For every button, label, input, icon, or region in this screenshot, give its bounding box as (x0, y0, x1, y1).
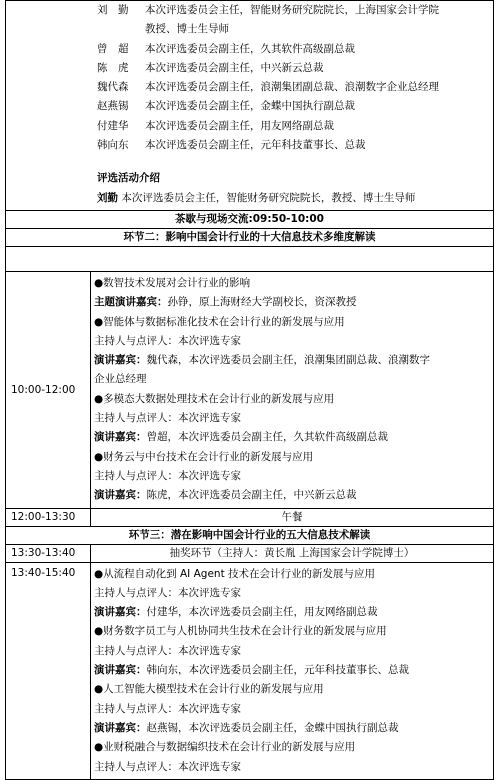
speaker-text: 孙铮，原上海财经大学副校长，资深教授 (167, 296, 357, 309)
committee-member (97, 78, 490, 97)
topic-line: ●从流程自动化到 AI Agent 技术在会计行业的新发展与应用 (94, 567, 376, 580)
committee-member (97, 40, 490, 59)
topic-line: ●业财税融合与数据编织技术在会计行业的新发展与应用 (94, 741, 356, 754)
agenda-table (5, 0, 494, 780)
spacer-row (6, 246, 494, 271)
section3-title: 环节三：潜在影响中国会计行业的五大信息技术解读 (6, 526, 494, 544)
topic-line: ●数智技术发展对会计行业的影响 (94, 276, 251, 289)
lunch-time: 12:00-13:30 (6, 508, 91, 526)
host-line: 主持人与点评人：本次评选专家 (94, 644, 241, 657)
tea-break: 茶歇与现场交流:09:50-10:00 (6, 210, 494, 228)
speaker-text: 付建华，本次评选委员会副主任，用友网络副总裁 (146, 606, 378, 619)
topic-line: ●多模态大数据处理技术在会计行业的新发展与应用 (94, 392, 335, 405)
intro-name: 刘勤 (97, 191, 118, 204)
committee-list (97, 1, 490, 155)
member-desc: 本次评选委员会主任，智能财务研究院院长，上海国家会计学院 (145, 4, 439, 16)
member-name: 韩向东 (97, 139, 129, 152)
committee-member (97, 20, 490, 39)
topic-line: ●人工智能大模型技术在会计行业的新发展与应用 (94, 683, 324, 696)
host-line: 主持人与点评人：本次评选专家 (94, 334, 241, 347)
session2-row (6, 562, 494, 779)
session1-lines (94, 274, 490, 506)
speaker-text: 陈虎，本次评选委员会副主任，中兴新云总裁 (146, 489, 357, 502)
speaker-line (94, 603, 490, 622)
host-line: 主持人与点评人：本次评选专家 (94, 586, 241, 599)
lunch-label: 午餐 (91, 508, 494, 526)
member-desc: 教授、博士生导师 (145, 23, 229, 36)
lottery-time: 13:30-13:40 (6, 544, 91, 562)
host-line: 主持人与点评人：本次评选专家 (94, 469, 241, 482)
session1-time: 10:00-12:00 (6, 271, 91, 508)
committee-cell (6, 1, 494, 211)
host-line: 主持人与点评人：本次评选专家 (94, 760, 241, 773)
speaker-label: 演讲嘉宾： (94, 354, 147, 367)
section2-title: 环节二：影响中国会计行业的十大信息技术多维度解读 (6, 228, 494, 246)
speaker-label: 演讲嘉宾： (94, 721, 147, 734)
speaker-line (94, 293, 490, 312)
intro-desc: 本次评选委员会主任，智能财务研究院院长，教授、博士生导师 (121, 191, 416, 204)
member-desc: 本次评选委员会副主任，元年科技董事长、总裁 (145, 139, 366, 152)
speaker-text: 赵燕锡，本次评选委员会副主任，金蝶中国执行副总裁 (146, 721, 399, 734)
host-line: 主持人与点评人：本次评选专家 (94, 412, 241, 425)
intro-title: 评选活动介绍 (97, 172, 160, 185)
speaker-line (94, 351, 490, 370)
member-desc: 本次评选委员会副主任，浪潮集团副总裁、浪潮数字企业总经理 (145, 81, 439, 94)
speaker-label: 主题演讲嘉宾： (94, 296, 168, 309)
member-desc: 本次评选委员会副主任，中兴新云总裁 (145, 61, 324, 74)
speaker-line (94, 719, 490, 738)
member-name: 刘 勤 (97, 4, 129, 16)
speaker-label: 演讲嘉宾： (94, 489, 147, 502)
session2-content (91, 562, 494, 779)
member-desc: 本次评选委员会副主任，用友网络副总裁 (145, 119, 334, 132)
tea-break-row (6, 210, 494, 228)
member-name: 付建华 (97, 119, 129, 132)
member-desc: 本次评选委员会副主任，金蝶中国执行副总裁 (145, 100, 355, 113)
session2-time: 13:40-15:40 (6, 562, 91, 779)
committee-member (97, 97, 490, 116)
speaker-text: 魏代森，本次评选委员会副主任，浪潮集团副总裁、浪潮数字 (146, 354, 430, 367)
session1-content (91, 271, 494, 508)
member-name: 魏代森 (97, 81, 129, 94)
topic-line: ●财务云与中台技术在会计行业的新发展与应用 (94, 450, 314, 463)
speaker-line (94, 661, 490, 680)
host-line: 主持人与点评人：本次评选专家 (94, 702, 241, 715)
member-desc: 本次评选委员会副主任，久其软件高级副总裁 (145, 42, 355, 55)
speaker-label: 演讲嘉宾： (94, 606, 147, 619)
member-name: 赵燕锡 (97, 100, 129, 113)
speaker-line (94, 428, 490, 447)
member-name: 曾 超 (97, 42, 129, 55)
topic-line: ●智能体与数据标准化技术在会计行业的新发展与应用 (94, 315, 345, 328)
session2-lines (94, 565, 490, 777)
speaker-text: 曾超，本次评选委员会副主任，久其软件高级副总裁 (146, 431, 388, 444)
continuation-line: 企业总经理 (94, 373, 147, 386)
section3-row (6, 526, 494, 544)
committee-member (97, 117, 490, 136)
committee-member (97, 1, 490, 20)
topic-line: ●财务数字员工与人机协同共生技术在会计行业的新发展与应用 (94, 625, 387, 638)
intro-line (97, 189, 490, 208)
lunch-row (6, 508, 494, 526)
committee-member (97, 59, 490, 78)
lottery-label: 抽奖环节（主持人：黄长胤 上海国家会计学院博士） (91, 544, 494, 562)
session1-row (6, 271, 494, 508)
committee-member (97, 136, 490, 155)
speaker-label: 演讲嘉宾： (94, 664, 147, 677)
speaker-label: 演讲嘉宾： (94, 431, 147, 444)
lottery-row (6, 544, 494, 562)
member-name: 陈 虎 (97, 61, 129, 74)
section2-row (6, 228, 494, 246)
committee-row (6, 1, 494, 211)
speaker-line (94, 486, 490, 505)
speaker-text: 韩向东，本次评选委员会副主任，元年科技董事长、总裁 (146, 664, 409, 677)
